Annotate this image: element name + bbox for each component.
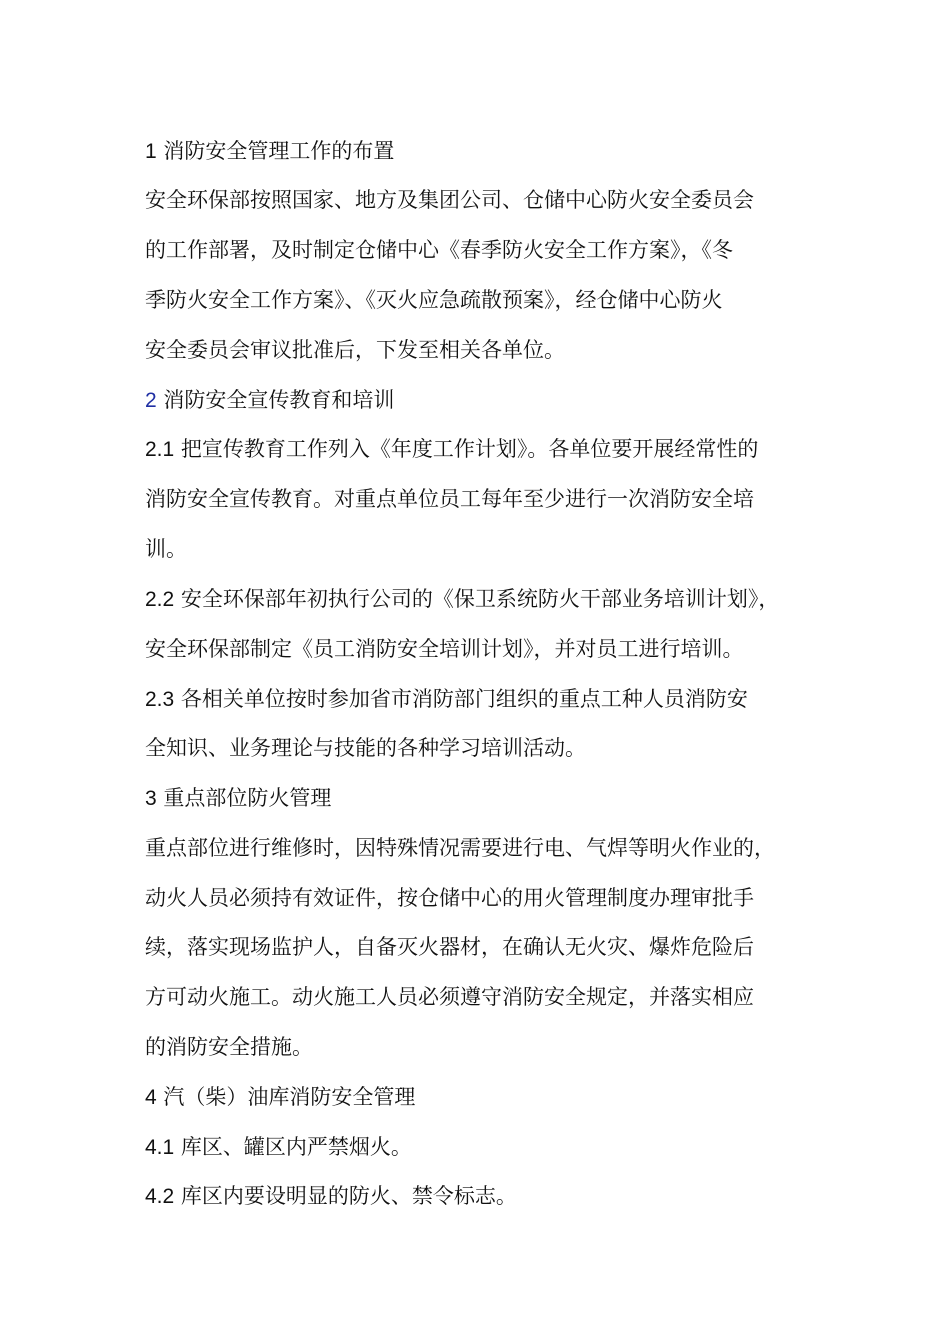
paragraph-line: 的消防安全措施。 [145,1035,313,1059]
item-text: 库区内要设明显的防火、禁令标志。 [180,1184,517,1208]
item-number: 4.2 [145,1185,175,1208]
paragraph-line: 季防火安全工作方案》、《灭火应急疏散预案》，经仓储中心防火 [145,288,723,312]
item-4-1-line [145,1134,412,1161]
item-4-2-line [145,1183,517,1210]
heading-number: 2 [145,389,157,412]
section-3-heading [145,785,331,812]
paragraph-line: 安全环保部按照国家、地方及集团公司、仓储中心防火安全委员会 [145,188,754,212]
paragraph-line: 重点部位进行维修时，因特殊情况需要进行电、气焊等明火作业的， [145,836,775,860]
heading-text: 消防安全宣传教育和培训 [163,388,395,412]
paragraph-line: 全知识、业务理论与技能的各种学习培训活动。 [145,736,586,760]
item-2-2-line [145,586,779,613]
paragraph-line: 的工作部署，及时制定仓储中心《春季防火安全工作方案》，《冬 [145,238,733,262]
paragraph-line: 消防安全宣传教育。对重点单位员工每年至少进行一次消防安全培 [145,487,754,511]
paragraph-line: 方可动火施工。动火施工人员必须遵守消防安全规定，并落实相应 [145,985,754,1009]
heading-text: 汽（柴）油库消防安全管理 [163,1085,416,1109]
paragraph-line: 续，落实现场监护人，自备灭火器材，在确认无火灾、爆炸危险后 [145,935,754,959]
item-text: 把宣传教育工作列入《年度工作计划》。各单位要开展经常性的 [180,437,759,461]
heading-text: 重点部位防火管理 [163,786,332,810]
item-number: 2.2 [145,588,175,611]
item-2-1-line [145,436,758,463]
item-number: 2.3 [145,688,175,711]
paragraph-line: 安全环保部制定《员工消防安全培训计划》，并对员工进行培训。 [145,637,744,661]
heading-number: 3 [145,787,157,810]
section-1-heading [145,138,394,165]
section-2-heading [145,387,394,414]
item-number: 2.1 [145,438,175,461]
item-2-3-line [145,686,748,713]
heading-number: 4 [145,1086,157,1109]
paragraph-line: 动火人员必须持有效证件，按仓储中心的用火管理制度办理审批手 [145,886,754,910]
paragraph-line: 训。 [145,537,187,561]
item-text: 安全环保部年初执行公司的《保卫系统防火干部业务培训计划》， [180,587,780,611]
paragraph-line: 安全委员会审议批准后，下发至相关各单位。 [145,338,565,362]
item-number: 4.1 [145,1136,175,1159]
section-4-heading [145,1084,415,1111]
item-text: 各相关单位按时参加省市消防部门组织的重点工种人员消防安 [180,687,748,711]
heading-text: 消防安全管理工作的布置 [163,139,395,163]
item-text: 库区、罐区内严禁烟火。 [180,1135,412,1159]
heading-number: 1 [145,140,157,163]
